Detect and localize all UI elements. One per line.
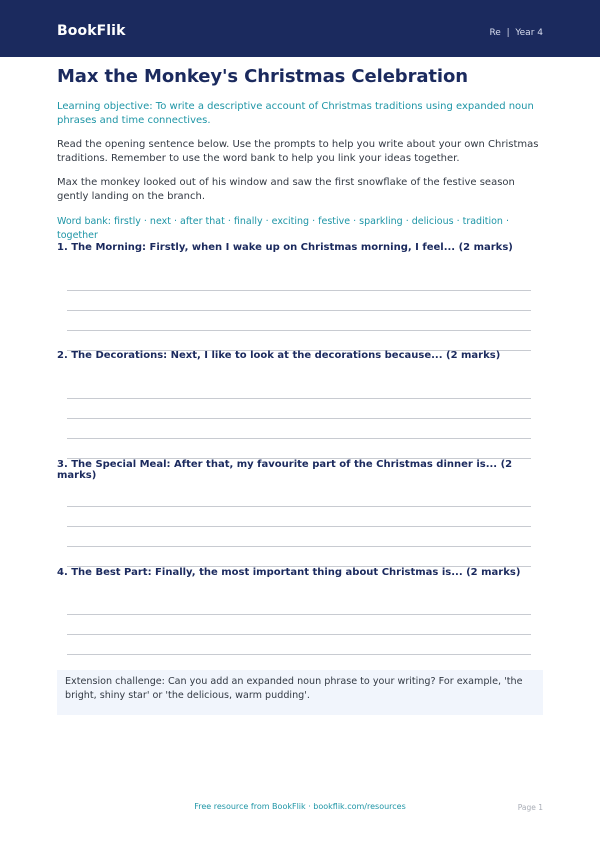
answer-line[interactable] <box>67 290 531 291</box>
learning-objective: Learning objective: To write a descriptive account of Christmas traditions using expanded noun phrases and time connectives. <box>57 101 534 126</box>
answer-line[interactable] <box>67 506 531 507</box>
subject-label: Re <box>489 28 501 38</box>
answer-line[interactable] <box>67 310 531 311</box>
extension-challenge-text: Extension challenge: Can you add an expanded noun phrase to your writing? For example, 'the bright, shiny star' or 'the delicious, warm pudding'. <box>65 676 523 701</box>
brand-logo[interactable]: BookFlik <box>57 23 126 39</box>
question-2-prompt: 2. The Decorations: Next, I like to look at the decorations because... (2 marks) <box>57 350 501 361</box>
answer-line[interactable] <box>67 398 531 399</box>
word-bank: Word bank: firstly · next · after that · finally · exciting · festive · sparkling · delicious · tradition · together <box>57 216 509 241</box>
answer-line[interactable] <box>67 654 531 655</box>
answer-line[interactable] <box>67 418 531 419</box>
subject-year-label <box>489 28 543 38</box>
extension-challenge-box <box>57 670 543 715</box>
worksheet-intro <box>57 66 543 243</box>
answer-line[interactable] <box>67 634 531 635</box>
question-4-prompt: 4. The Best Part: Finally, the most important thing about Christmas is... (2 marks) <box>57 567 521 578</box>
page-number: Page 1 <box>517 803 543 812</box>
answer-line[interactable] <box>67 330 531 331</box>
question-1-prompt: 1. The Morning: Firstly, when I wake up on Christmas morning, I feel... (2 marks) <box>57 242 513 253</box>
header-bar <box>0 0 600 57</box>
answer-line[interactable] <box>67 526 531 527</box>
opening-sentence: Max the monkey looked out of his window and saw the first snowflake of the festive season gently landing on the branch. <box>57 177 515 202</box>
year-label: Year 4 <box>515 28 543 38</box>
answer-line[interactable] <box>67 438 531 439</box>
answer-line[interactable] <box>67 614 531 615</box>
page-title: Max the Monkey's Christmas Celebration <box>57 66 468 87</box>
instructions-text: Read the opening sentence below. Use the prompts to help you write about your own Christmas traditions. Remember to use the word bank to help you link your ideas together. <box>57 139 539 164</box>
answer-line[interactable] <box>67 546 531 547</box>
question-3-prompt: 3. The Special Meal: After that, my favourite part of the Christmas dinner is... (2 marks) <box>57 459 513 481</box>
footer-link[interactable]: Free resource from BookFlik · bookflik.com/resources <box>194 802 406 811</box>
crumb-separator: | <box>506 28 510 38</box>
